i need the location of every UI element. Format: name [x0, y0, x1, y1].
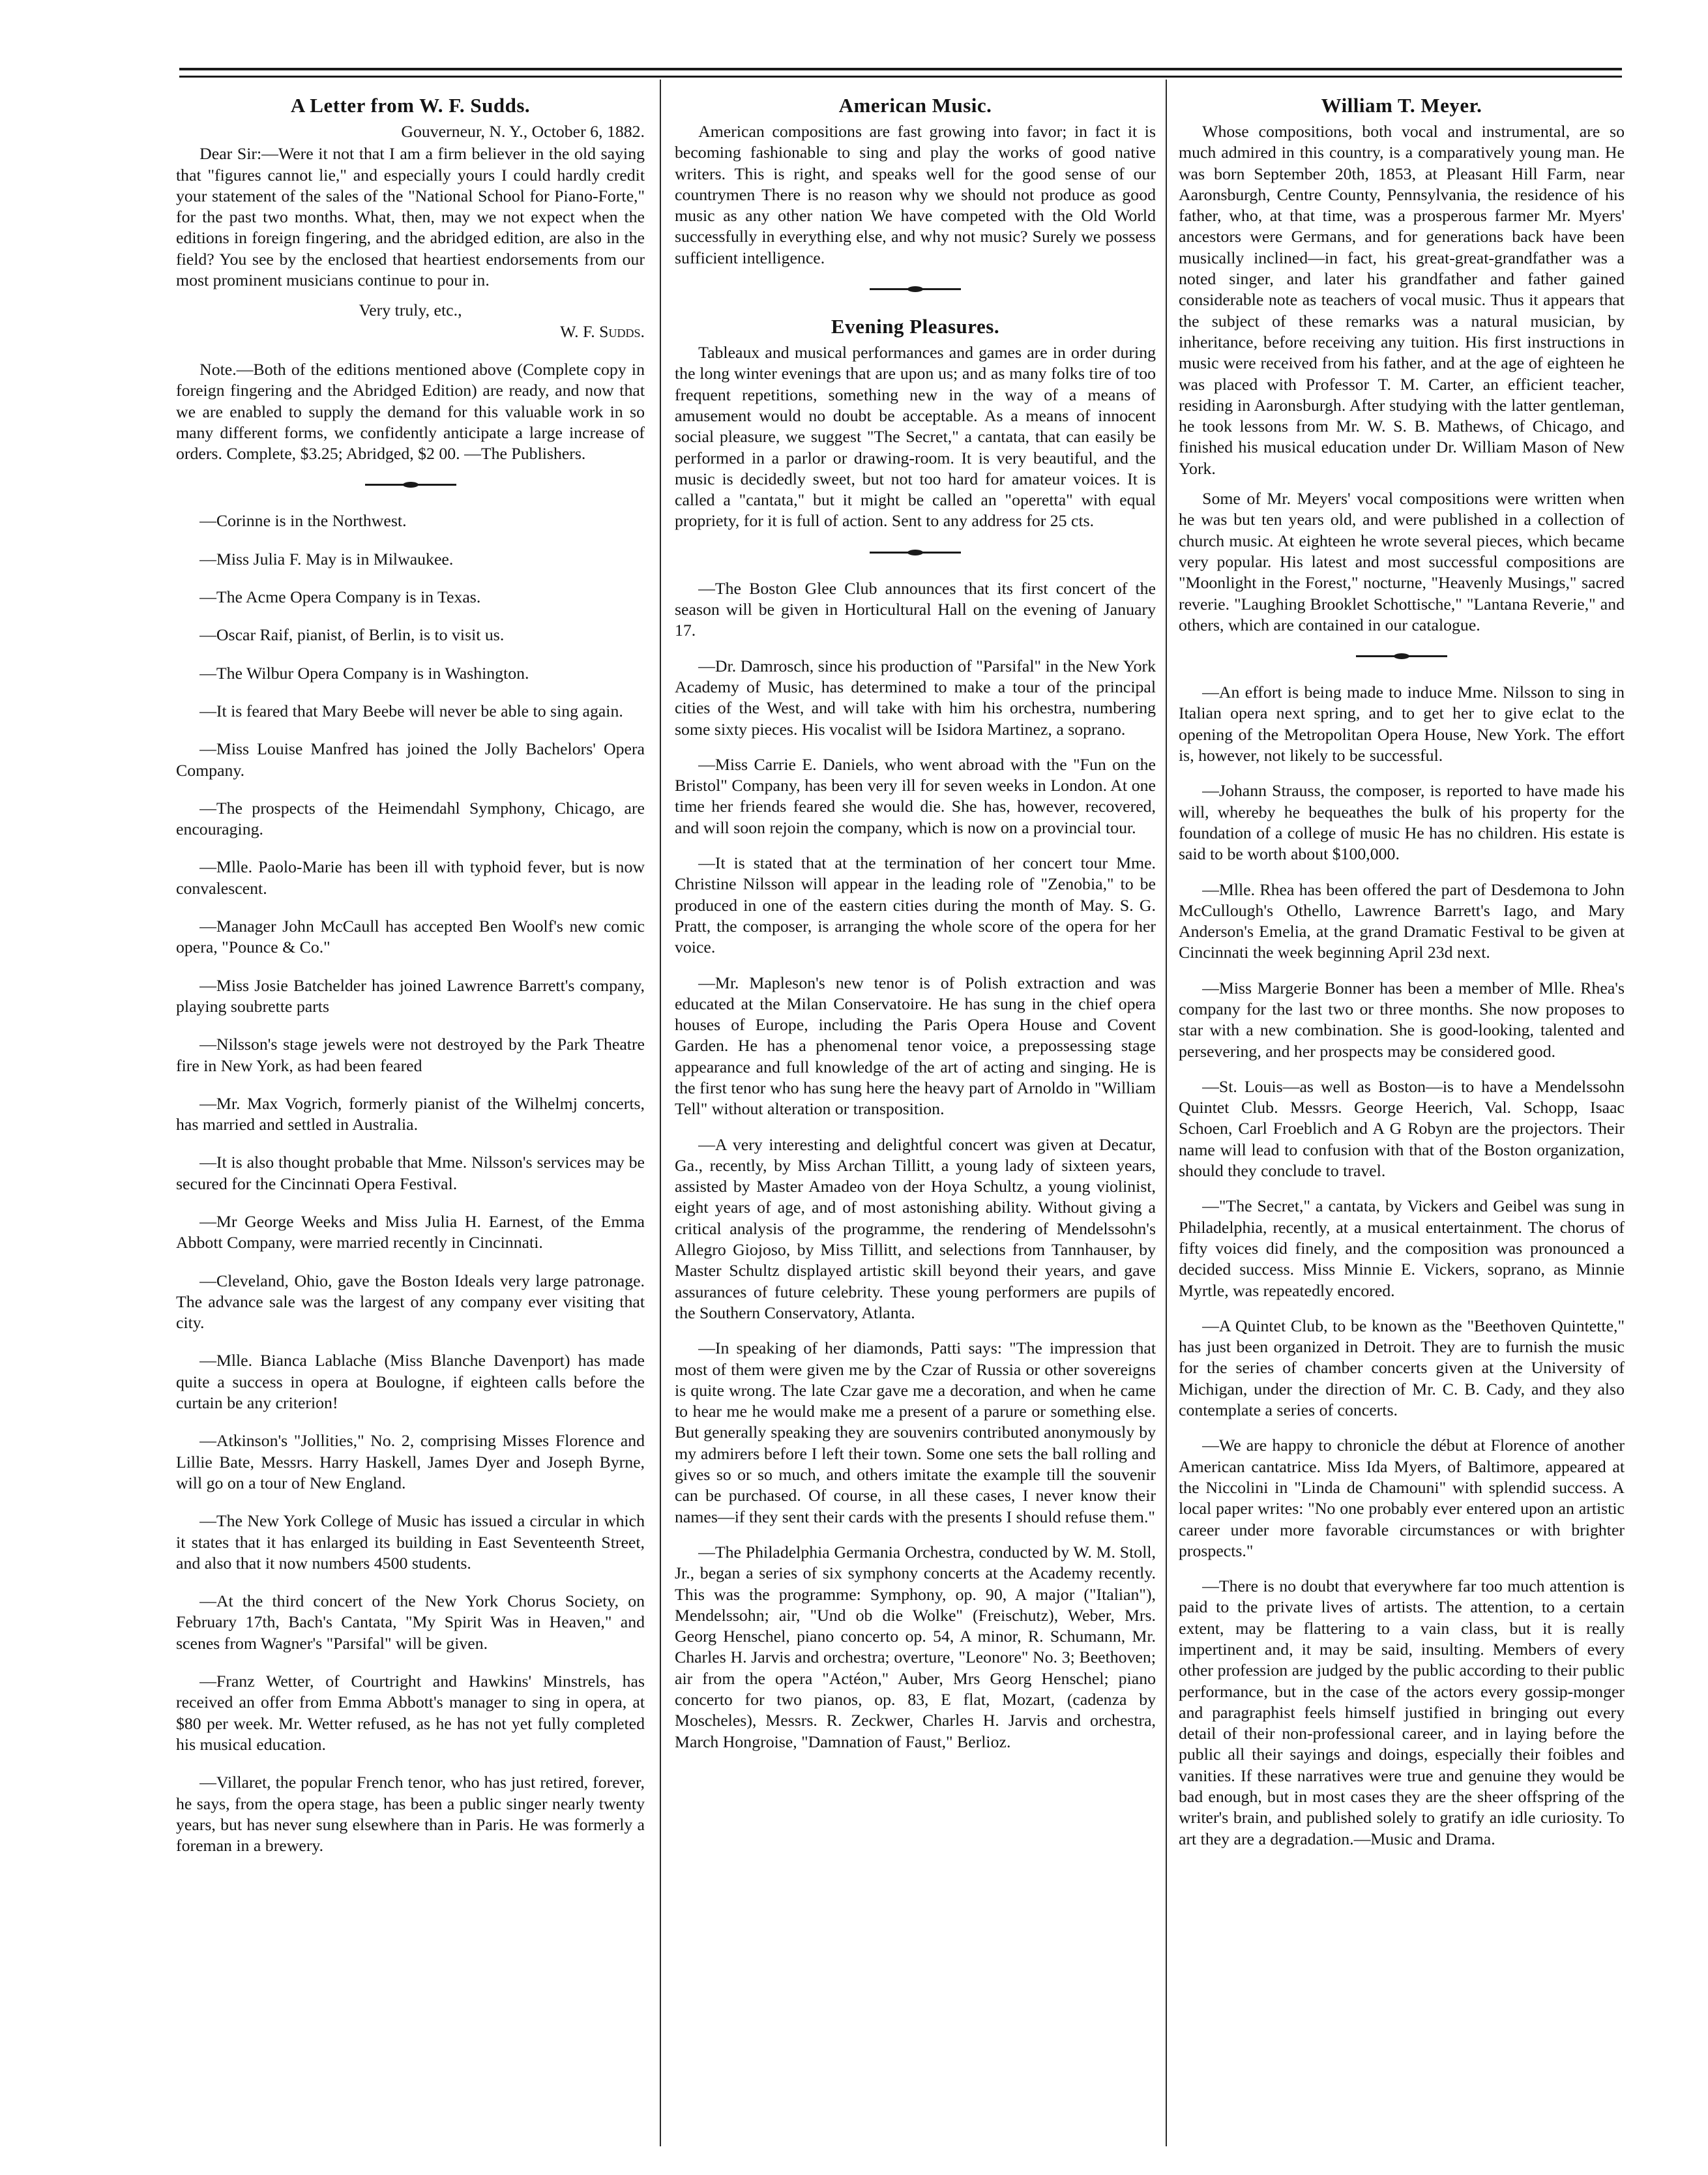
american-music-body: American compositions are fast growing into favor; in fact it is becoming fashionable to sing and play the works of good native writers. This is right, and speaks well for the good sense of our countrymen There is no reason why we should not produce as good music as any other nation We have competed with the Old World successfully in everything else, and why not music? Surely we possess sufficient intelligence.: [675, 122, 1156, 267]
news-item: —We are happy to chronicle the début at Florence of another American cantatrice. Miss Ida Myers, of Baltimore, appeared at the Niccolini in "Linda de Chamouni" with splendid success. A local paper writes: "No one probably ever entered upon an artistic career under more favorable circumstances or with brighter prospects.": [1179, 1436, 1625, 1560]
news-item: —Mlle. Bianca Lablache (Miss Blanche Davenport) has made quite a success in opera at Boulogne, if eighteen calls before the curtain be any criterion!: [176, 1351, 645, 1413]
news-item: —Miss Louise Manfred has joined the Jolly Bachelors' Opera Company.: [176, 739, 645, 780]
news-item: —The Wilbur Opera Company is in Washington.: [199, 663, 529, 683]
news-item: —A Quintet Club, to be known as the "Beethoven Quintette," has just been organized in Detroit. They are to furnish the music for the series of chamber concerts given at the University of Michigan, under the direction of Mr. C. B. Cady, and they also contemplate a series of concerts.: [1179, 1316, 1625, 1420]
article-heading-sudds: A Letter from W. F. Sudds.: [290, 94, 531, 117]
news-item: —Miss Julia F. May is in Milwaukee.: [199, 549, 454, 569]
news-item: —Mr George Weeks and Miss Julia H. Earnest, of the Emma Abbott Company, were married recently in Cincinnati.: [176, 1211, 645, 1252]
news-item: —Atkinson's "Jollities," No. 2, comprising Misses Florence and Lillie Bate, Messrs. Harry Haskell, James Dyer and Joseph Byrne, will go on a tour of New England.: [176, 1431, 645, 1492]
column-separator-left: [660, 80, 661, 2146]
section-divider: [1356, 655, 1447, 657]
section-divider: [870, 288, 961, 290]
news-item: —The Philadelphia Germania Orchestra, conducted by W. M. Stoll, Jr., began a series of six symphony concerts at the Academy recently. This was the programme: Symphony, op. 90, A major ("Italian"), Mendelssohn; air, "Und ob die Wolke" (Freischutz), Weber, Mrs. Georg Henschel, piano concerto op. 54, A minor, R. Schumann, Mr. Charles H. Jarvis and orchestra; overture, "Leonore" No. 3; Beethoven; air from the opera "Actéon," Auber, Mrs Georg Henschel; piano concerto for two pianos, op. 83, E flat, Mozart, (cadenza by Moscheles), Messrs. R. Zeckwer, Charles H. Jarvis and orchestra, March Hongroise, "Damnation of Faust," Berlioz.: [675, 1542, 1156, 1751]
top-rule-thin: [179, 76, 1622, 78]
news-item: —Miss Carrie E. Daniels, who went abroad with the "Fun on the Bristol" Company, has been very ill for seven weeks in London. At one time her friends feared she would die. She has, however, recovered, and will soon rejoin the company, which is now on a provincial tour.: [675, 754, 1156, 837]
letter-closing: Very truly, etc.,: [359, 301, 462, 320]
news-item: —Mr. Mapleson's new tenor is of Polish extraction and was educated at the Milan Conservatoire. He has sung in the chief opera houses of Europe, including the Paris Opera House and Covent Garden. He has a phenomenal tenor voice, a prepossessing stage appearance and full knowledge of the art of acting and singing. He is the first tenor who has sung here the heavy part of Arnoldo in "William Tell" without alteration or transposition.: [675, 973, 1156, 1119]
news-item: —It is stated that at the termination of her concert tour Mme. Christine Nilsson will appear in the leading role of "Zenobia," to be produced in one of the eastern cities during the month of May. S. G. Pratt, the composer, is arranging the whole score of the opera for her voice.: [675, 853, 1156, 957]
letter-signature: W. F. Sudds.: [560, 321, 645, 341]
news-item: —Oscar Raif, pianist, of Berlin, is to visit us.: [199, 625, 505, 645]
letter-dateline: Gouverneur, N. Y., October 6, 1882.: [401, 122, 645, 141]
news-item: —The prospects of the Heimendahl Symphony, Chicago, are encouraging.: [176, 798, 645, 839]
news-item: —Cleveland, Ohio, gave the Boston Ideals very large patronage. The advance sale was the largest of any company ever visiting that city.: [176, 1271, 645, 1333]
news-item: —Miss Margerie Bonner has been a member of Mlle. Rhea's company for the last two or three months. She now proposes to star with a new combination. She is good-looking, talented and persevering, and her prospects may be considered good.: [1179, 978, 1625, 1061]
column-right: [1173, 91, 1630, 1864]
news-item: —An effort is being made to induce Mme. Nilsson to sing in Italian opera next spring, and to get her to give eclat to the opening of the Metropolitan Opera House, New York. The effort is, however, not likely to be successful.: [1179, 683, 1625, 765]
news-item: —In speaking of her diamonds, Patti says: "The impression that most of them were given me by the Czar of Russia or other sovereigns is quite wrong. The late Czar gave me a decoration, and when he came to hear me he would make me a present of a parure or something else. But generally speaking they are souvenirs contributed anonymously by my admirers before I left their town. Some one sets the ball rolling and gives so or so much, and others imitate the example till the souvenir can be purchased. Of course, in all these cases, I never know their names—if they sent their cards with the presents I should refuse them.": [675, 1339, 1156, 1526]
column-separator-right: [1166, 80, 1167, 2146]
section-divider: [870, 552, 961, 554]
news-item: —Manager John McCaull has accepted Ben Woolf's new comic opera, "Pounce & Co.": [176, 917, 645, 957]
news-item: —Villaret, the popular French tenor, who has just retired, forever, he says, from the opera stage, has been a public singer nearly twenty years, but has never sung elsewhere than in Paris. He was formerly a foreman in a brewery.: [176, 1773, 645, 1856]
news-item: —The Boston Glee Club announces that its first concert of the season will be given in Horticultural Hall on the evening of January 17.: [675, 578, 1156, 640]
publishers-note: Note.—Both of the editions mentioned above (Complete copy in foreign fingering and the Abridged Edition) are ready, and now that we are enabled to supply the demand for this valuable work in so many different forms, we confidently anticipate a large increase of orders. Complete, $3.25; Abridged, $2 00. —The Publishers.: [176, 359, 645, 464]
letter-body: Dear Sir:—Were it not that I am a firm believer in the old saying that "figures cannot lie," and especially yours I could hardly credit your statement of the sales of the "National School for Piano-Forte," for the past two months. What, then, may we not expect when the editions in foreign fingering, and the abridged edition, are also in the field? You see by the enclosed that heartiest endorsements from our most prominent musicians continue to pour in.: [176, 144, 645, 290]
column-left: [171, 91, 650, 1873]
news-item: —Nilsson's stage jewels were not destroyed by the Park Theatre fire in New York, as had been feared: [176, 1035, 645, 1075]
news-item: —The New York College of Music has issued a circular in which it states that it has enlarged its building in East Seventeenth Street, and also that it now numbers 4500 students.: [176, 1511, 645, 1573]
article-heading-meyer: William T. Meyer.: [1321, 94, 1482, 117]
news-item: —Corinne is in the Northwest.: [199, 511, 407, 531]
news-item: —The Acme Opera Company is in Texas.: [199, 587, 481, 607]
news-item: —Franz Wetter, of Courtright and Hawkins' Minstrels, has received an offer from Emma Abbott's manager to sing in opera, at $80 per week. Mr. Wetter refused, as he has not yet fully completed his musical education.: [176, 1672, 645, 1754]
column-middle: [670, 91, 1161, 1767]
news-item: —"The Secret," a cantata, by Vickers and Geibel was sung in Philadelphia, recently, at a musical entertainment. The chorus of fifty voices did finely, and the composition was pronounced a decided success. Miss Minnie E. Vickers, soprano, as Minnie Myrtle, was repeatedly encored.: [1179, 1196, 1625, 1300]
news-item: —At the third concert of the New York Chorus Society, on February 17th, Bach's Cantata, "My Spirit Was in Heaven," and scenes from Wagner's "Parsifal" will be given.: [176, 1591, 645, 1653]
article-heading-evening-pleasures: Evening Pleasures.: [831, 315, 1000, 338]
news-item: —It is also thought probable that Mme. Nilsson's services may be secured for the Cincinnati Opera Festival.: [176, 1153, 645, 1193]
news-item: —Mr. Max Vogrich, formerly pianist of the Wilhelmj concerts, has married and settled in Australia.: [176, 1093, 645, 1134]
meyer-body-2: Some of Mr. Meyers' vocal compositions were written when he was but ten years old, and were published in a collection of church music. At eighteen he wrote several pieces, which became very popular. His latest and most successful compositions are "Moonlight in the Forest," nocturne, "Heavenly Musings," sacred reverie. "Laughing Brooklet Schottische," "Lantana Reverie," and others, which are contained in our catalogue.: [1179, 489, 1625, 634]
news-item: —Mlle. Paolo-Marie has been ill with typhoid fever, but is now convalescent.: [176, 857, 645, 898]
evening-pleasures-body: Tableaux and musical performances and games are in order during the long winter evenings that are upon us; and as many folks tire of too frequent repetitions, something new in the way of a means of amusement would no doubt be acceptable. As a means of innocent social pleasure, we suggest "The Secret," a cantata, that can easily be performed in a parlor or drawing-room. It is very beautiful, and the music is decidedly sweet, but not too hard for amateur voices. It is called a "cantata," but it might be called an "operetta" with equal propriety, for it is full of action. Sent to any address for 25 cts.: [675, 343, 1156, 531]
meyer-body-1: Whose compositions, both vocal and instrumental, are so much admired in this country, is a comparatively young man. He was born September 20th, 1853, at Pleasant Hill Farm, near Aaronsburgh, Centre County, Pennsylvania, the residence of his father, who, at that time, was a prosperous farmer Mr. Myers' ancestors were Germans, and for generations back have been musically inclined—in fact, his great-great-grandfather was a noted singer, and later his grandfather and father gained considerable note as teachers of vocal music. Thus it appears that the subject of these remarks was a natural musician, by inheritance, before receiving any tuition. His first instructions in music were received from his father, and at the age of eighteen he was placed with Professor T. M. Carter, an efficient teacher, residing in Aaronsburgh. After studying with the latter gentleman, he took lessons from Mr. W. S. B. Mathews, of Chicago, and finished his musical education under Dr. William Mason of New York.: [1179, 122, 1625, 478]
news-item: —Johann Strauss, the composer, is reported to have made his will, whereby he bequeathes the bulk of his property for the foundation of a college of music He has no children. His estate is said to be worth about $100,000.: [1179, 781, 1625, 864]
news-item: —Dr. Damrosch, since his production of "Parsifal" in the New York Academy of Music, has determined to make a tour of the principal cities of the West, and will take with him his orchestra, numbering some sixty pieces. His vocalist will be Isidora Martinez, a soprano.: [675, 656, 1156, 739]
news-item: —There is no doubt that everywhere far too much attention is paid to the private lives of artists. The attention, to a certain extent, may be flattering to a vain class, but it is really impertinent and, it may be said, insulting. Members of every other profession are judged by the public according to their public performance, but in the case of the actors every gossip-monger and paragraphist feels himself justified in bringing out every detail of their non-professional career, and in laying before the public all their sayings and doings, especially their foibles and vanities. If these narratives were true and genuine they would be bad enough, but in most cases they are the sheer offspring of the writer's brain, and published solely to gratify an idle curiosity. To art they are a degradation.—Music and Drama.: [1179, 1576, 1625, 1848]
news-item: —It is feared that Mary Beebe will never be able to sing again.: [199, 701, 623, 720]
news-item: —Miss Josie Batchelder has joined Lawrence Barrett's company, playing soubrette parts: [176, 975, 645, 1016]
section-divider: [365, 484, 456, 486]
top-rule-thick: [179, 68, 1622, 70]
news-item: —A very interesting and delightful concert was given at Decatur, Ga., recently, by Miss Archan Tillitt, a young lady of sixteen years, assisted by Master Amadeo von der Hoya Schultz, a young violinist, eight years of age, and of most astonishing ability. Without giving a critical analysis of the programme, the rendering of Mendelssohn's Allegro Giojoso, by Miss Tillitt, and selections from Tannhauser, by Master Schultz displayed artistic skill beyond their years, and gave assurances of future celebrity. These young performers are pupils of the Southern Conservatory, Atlanta.: [675, 1134, 1156, 1322]
news-item: —Mlle. Rhea has been offered the part of Desdemona to John McCullough's Othello, Lawrence Barrett's Iago, and Mary Anderson's Emelia, at the grand Dramatic Festival to be given at Cincinnati the week beginning April 23d next.: [1179, 880, 1625, 962]
article-heading-american-music: American Music.: [838, 94, 992, 117]
news-item: —St. Louis—as well as Boston—is to have a Mendelssohn Quintet Club. Messrs. George Heerich, Val. Schopp, Isaac Schoen, Carl Froeblich and A G Robyn are the projectors. Their name will lead to confusion with that of the Boston organization, should they conclude to travel.: [1179, 1076, 1625, 1181]
